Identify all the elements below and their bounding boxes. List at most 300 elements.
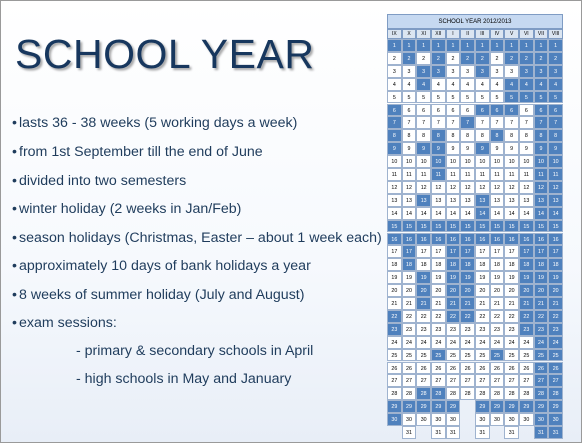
- calendar-day-cell: 3: [416, 65, 431, 78]
- calendar-day-cell: 18: [431, 258, 446, 271]
- calendar-day-cell: 4: [475, 78, 490, 91]
- calendar-day-cell: 11: [431, 168, 446, 181]
- calendar-day-cell: 23: [490, 323, 505, 336]
- calendar-day-cell: 12: [402, 181, 417, 194]
- calendar-day-cell: 3: [519, 65, 534, 78]
- sub-bullet-item: - primary & secondary schools in April: [76, 343, 314, 359]
- calendar-day-cell: 21: [460, 297, 475, 310]
- calendar-day-cell: 10: [519, 155, 534, 168]
- calendar-day-cell: 1: [402, 39, 417, 52]
- calendar-day-cell: 25: [387, 349, 402, 362]
- calendar-day-cell: 10: [490, 155, 505, 168]
- calendar-day-cell: 5: [460, 91, 475, 104]
- calendar-day-cell: 27: [402, 374, 417, 387]
- calendar-day-cell: 24: [416, 336, 431, 349]
- calendar-day-cell: 12: [460, 181, 475, 194]
- calendar-day-cell: 18: [504, 258, 519, 271]
- calendar-title: SCHOOL YEAR 2012/2013: [387, 14, 563, 29]
- calendar-day-cell: 31: [475, 426, 490, 439]
- calendar-day-cell: 24: [431, 336, 446, 349]
- calendar-day-cell: 12: [446, 181, 461, 194]
- calendar-day-cell: 1: [475, 39, 490, 52]
- calendar-day-cell: 4: [387, 78, 402, 91]
- calendar-day-cell: 30: [475, 413, 490, 426]
- bullet-dot-icon: •: [12, 315, 17, 331]
- calendar-day-cell: 19: [475, 271, 490, 284]
- calendar-day-cell: 9: [504, 142, 519, 155]
- calendar-day-cell: 21: [490, 297, 505, 310]
- calendar-day-cell: 16: [534, 233, 549, 246]
- calendar-day-cell: 14: [446, 207, 461, 220]
- calendar-day-cell: 13: [490, 194, 505, 207]
- calendar-day-cell: 19: [534, 271, 549, 284]
- calendar-day-cell: 6: [431, 104, 446, 117]
- calendar-day-cell: 26: [460, 362, 475, 375]
- calendar-day-cell: 9: [534, 142, 549, 155]
- calendar-day-cell: 23: [402, 323, 417, 336]
- calendar-day-cell: 20: [387, 284, 402, 297]
- bullet-dot-icon: •: [12, 230, 17, 246]
- calendar-day-cell: 16: [548, 233, 563, 246]
- calendar-day-cell: 16: [446, 233, 461, 246]
- calendar-day-cell: 25: [446, 349, 461, 362]
- calendar-day-cell: 7: [402, 116, 417, 129]
- calendar-day-cell: 16: [460, 233, 475, 246]
- calendar-day-cell: 6: [519, 104, 534, 117]
- calendar-day-cell: 12: [504, 181, 519, 194]
- calendar-day-cell: 14: [460, 207, 475, 220]
- calendar-day-cell: 28: [402, 387, 417, 400]
- calendar-day-cell: 29: [519, 400, 534, 413]
- calendar-day-cell: 10: [387, 155, 402, 168]
- calendar-month-header: [387, 29, 563, 39]
- calendar-day-cell: 29: [402, 400, 417, 413]
- calendar-day-cell: 25: [416, 349, 431, 362]
- calendar-day-cell: 16: [490, 233, 505, 246]
- calendar-month-xii: XII: [431, 29, 446, 39]
- calendar-day-cell: 18: [460, 258, 475, 271]
- calendar-day-cell: 8: [387, 129, 402, 142]
- calendar-day-cell: 20: [504, 284, 519, 297]
- calendar-day-cell: 15: [548, 220, 563, 233]
- calendar-day-cell: 2: [431, 52, 446, 65]
- calendar-day-cell: 9: [431, 142, 446, 155]
- calendar-day-cell: 7: [416, 116, 431, 129]
- calendar-day-cell: 9: [519, 142, 534, 155]
- calendar-day-cell: 14: [519, 207, 534, 220]
- calendar-day-cell: 4: [504, 78, 519, 91]
- calendar-day-cell: 18: [490, 258, 505, 271]
- calendar-month-iii: III: [475, 29, 490, 39]
- calendar-day-cell: 7: [460, 116, 475, 129]
- calendar-day-cell: 11: [504, 168, 519, 181]
- calendar-day-cell: 11: [387, 168, 402, 181]
- calendar-day-cell: 26: [402, 362, 417, 375]
- calendar-day-cell: 16: [431, 233, 446, 246]
- calendar-day-cell: 19: [519, 271, 534, 284]
- calendar-day-cell: 10: [446, 155, 461, 168]
- calendar-day-cell: 6: [446, 104, 461, 117]
- calendar-day-cell: 4: [460, 78, 475, 91]
- bullet-item: • lasts 36 - 38 weeks (5 working days a week): [12, 115, 298, 131]
- calendar-day-cell: 14: [534, 207, 549, 220]
- calendar-day-cell: 5: [431, 91, 446, 104]
- calendar-day-cell: 17: [460, 245, 475, 258]
- calendar-day-cell: 29: [387, 400, 402, 413]
- calendar-day-cell: 23: [446, 323, 461, 336]
- calendar-day-cell: 28: [548, 387, 563, 400]
- calendar-day-cell: 7: [504, 116, 519, 129]
- calendar-day-cell: 20: [475, 284, 490, 297]
- calendar-day-cell: 1: [534, 39, 549, 52]
- calendar-day-cell: 27: [387, 374, 402, 387]
- calendar-day-cell: 30: [548, 413, 563, 426]
- calendar-day-cell: 31: [402, 426, 417, 439]
- calendar-day-cell: 6: [504, 104, 519, 117]
- calendar-month-ix: IX: [387, 29, 402, 39]
- calendar-day-cell: 8: [460, 129, 475, 142]
- calendar-day-cell: 19: [490, 271, 505, 284]
- calendar-day-cell: 24: [504, 336, 519, 349]
- calendar-day-cell: 30: [431, 413, 446, 426]
- calendar-day-cell: 18: [519, 258, 534, 271]
- calendar-day-cell: 14: [475, 207, 490, 220]
- calendar-day-cell: 25: [534, 349, 549, 362]
- calendar-day-cell: 22: [431, 310, 446, 323]
- calendar-day-cell: 5: [534, 91, 549, 104]
- calendar-day-cell: 27: [548, 374, 563, 387]
- calendar-day-cell: 31: [446, 426, 461, 439]
- calendar-day-cell: 11: [490, 168, 505, 181]
- calendar-day-cell: 1: [460, 39, 475, 52]
- calendar-day-cell: 5: [402, 91, 417, 104]
- calendar-day-cell: 2: [475, 52, 490, 65]
- calendar-day-cell: 10: [548, 155, 563, 168]
- calendar-day-cell: 14: [387, 207, 402, 220]
- calendar-day-cell: 10: [534, 155, 549, 168]
- calendar-day-cell: 1: [416, 39, 431, 52]
- calendar-day-cell: 6: [534, 104, 549, 117]
- calendar-day-cell: 26: [446, 362, 461, 375]
- calendar-day-cell: 1: [446, 39, 461, 52]
- calendar-day-cell: 23: [460, 323, 475, 336]
- calendar-day-cell: 15: [387, 220, 402, 233]
- calendar-day-cell: 24: [475, 336, 490, 349]
- calendar-day-cell: 25: [504, 349, 519, 362]
- calendar-day-cell: 7: [490, 116, 505, 129]
- calendar-day-cell: 8: [446, 129, 461, 142]
- calendar-day-cell: 14: [490, 207, 505, 220]
- calendar-day-cell: 18: [416, 258, 431, 271]
- calendar-day-cell: 13: [416, 194, 431, 207]
- calendar-day-cell: 1: [519, 39, 534, 52]
- calendar-day-cell: 15: [446, 220, 461, 233]
- calendar-day-cell: 24: [402, 336, 417, 349]
- calendar-day-cell: 8: [504, 129, 519, 142]
- calendar-day-cell: 3: [431, 65, 446, 78]
- calendar-day-cell: 9: [548, 142, 563, 155]
- calendar-day-cell: 26: [504, 362, 519, 375]
- calendar-day-cell: 13: [402, 194, 417, 207]
- calendar-day-cell: 29: [534, 400, 549, 413]
- calendar-day-cell: 6: [416, 104, 431, 117]
- calendar-day-cell: 15: [534, 220, 549, 233]
- bullet-dot-icon: •: [12, 258, 17, 274]
- calendar-day-cell: 15: [460, 220, 475, 233]
- calendar-day-cell: 11: [446, 168, 461, 181]
- calendar-day-cell: 14: [548, 207, 563, 220]
- calendar-day-cell: 22: [534, 310, 549, 323]
- calendar-day-cell: 22: [402, 310, 417, 323]
- calendar-day-cell: 11: [534, 168, 549, 181]
- calendar-day-cell: 27: [446, 374, 461, 387]
- calendar-month-x: X: [402, 29, 417, 39]
- calendar-day-cell: 15: [431, 220, 446, 233]
- calendar-day-cell: 6: [548, 104, 563, 117]
- calendar-grid: [387, 39, 563, 439]
- calendar-day-cell: 5: [504, 91, 519, 104]
- calendar-day-cell: 16: [504, 233, 519, 246]
- calendar-day-cell: 20: [490, 284, 505, 297]
- calendar-day-cell: 15: [475, 220, 490, 233]
- calendar-day-cell: 18: [387, 258, 402, 271]
- calendar-day-cell: 2: [416, 52, 431, 65]
- calendar-day-cell: 8: [519, 129, 534, 142]
- calendar-day-cell: 8: [548, 129, 563, 142]
- calendar-day-cell: 12: [519, 181, 534, 194]
- calendar-day-cell: 26: [534, 362, 549, 375]
- calendar-day-cell: 27: [519, 374, 534, 387]
- calendar-day-cell: 28: [534, 387, 549, 400]
- calendar-day-cell: 1: [387, 39, 402, 52]
- calendar-month-i: I: [446, 29, 461, 39]
- calendar-day-cell: 28: [519, 387, 534, 400]
- calendar-day-cell: 23: [387, 323, 402, 336]
- calendar-day-cell: 4: [431, 78, 446, 91]
- calendar-day-cell: 12: [490, 181, 505, 194]
- calendar-day-cell: 8: [534, 129, 549, 142]
- calendar-day-cell: 30: [534, 413, 549, 426]
- calendar-day-cell: 26: [431, 362, 446, 375]
- calendar-day-cell: 10: [475, 155, 490, 168]
- calendar-day-cell: 31: [504, 426, 519, 439]
- calendar-day-cell: 24: [534, 336, 549, 349]
- calendar-day-cell: 29: [416, 400, 431, 413]
- calendar-day-cell: 2: [548, 52, 563, 65]
- calendar-day-cell: 7: [534, 116, 549, 129]
- calendar-day-cell: 26: [416, 362, 431, 375]
- calendar-day-cell: 5: [387, 91, 402, 104]
- calendar-day-cell: 31: [548, 426, 563, 439]
- calendar-day-cell: 22: [446, 310, 461, 323]
- calendar-day-cell: 12: [431, 181, 446, 194]
- calendar-day-cell: 10: [416, 155, 431, 168]
- calendar-day-cell: 24: [446, 336, 461, 349]
- calendar-day-cell: 24: [490, 336, 505, 349]
- calendar-month-xi: XI: [416, 29, 431, 39]
- calendar-day-cell: 16: [519, 233, 534, 246]
- calendar-day-cell: 8: [475, 129, 490, 142]
- calendar-day-cell: 24: [387, 336, 402, 349]
- bullet-item: • divided into two semesters: [12, 173, 187, 189]
- calendar-day-cell: 3: [475, 65, 490, 78]
- calendar-day-cell: 19: [504, 271, 519, 284]
- calendar-day-cell: 29: [490, 400, 505, 413]
- calendar-day-cell: 2: [460, 52, 475, 65]
- calendar-day-cell: 7: [387, 116, 402, 129]
- calendar-day-cell: 29: [504, 400, 519, 413]
- calendar-day-cell: 15: [416, 220, 431, 233]
- calendar-day-cell: 5: [490, 91, 505, 104]
- calendar-day-cell: 22: [387, 310, 402, 323]
- calendar-day-cell: 5: [446, 91, 461, 104]
- calendar-day-cell: 20: [534, 284, 549, 297]
- calendar-day-cell: 3: [402, 65, 417, 78]
- calendar-day-cell: 9: [416, 142, 431, 155]
- calendar-day-cell: 3: [504, 65, 519, 78]
- bullet-dot-icon: •: [12, 201, 17, 217]
- calendar-day-cell: 29: [431, 400, 446, 413]
- calendar-day-cell: 2: [519, 52, 534, 65]
- calendar-day-cell: 18: [402, 258, 417, 271]
- calendar-day-cell: 6: [402, 104, 417, 117]
- calendar-day-cell: 20: [446, 284, 461, 297]
- calendar-day-cell: 11: [402, 168, 417, 181]
- calendar-day-cell: 15: [402, 220, 417, 233]
- calendar-day-cell: 25: [431, 349, 446, 362]
- calendar-day-cell: 23: [416, 323, 431, 336]
- calendar-day-cell: 6: [387, 104, 402, 117]
- bullet-dot-icon: •: [12, 287, 17, 303]
- calendar-month-vi: VI: [519, 29, 534, 39]
- calendar-day-cell: 21: [416, 297, 431, 310]
- bullet-dot-icon: •: [12, 144, 17, 160]
- calendar-day-cell: 26: [548, 362, 563, 375]
- calendar-day-cell: 4: [416, 78, 431, 91]
- calendar-day-cell: 10: [460, 155, 475, 168]
- calendar-day-cell: 26: [475, 362, 490, 375]
- calendar-day-cell: 12: [548, 181, 563, 194]
- calendar-day-cell: 13: [446, 194, 461, 207]
- calendar-day-cell: 11: [475, 168, 490, 181]
- calendar-day-cell: 21: [548, 297, 563, 310]
- calendar-day-cell: 13: [519, 194, 534, 207]
- calendar-month-v: V: [504, 29, 519, 39]
- calendar-day-cell: 27: [475, 374, 490, 387]
- calendar-day-cell: 9: [460, 142, 475, 155]
- calendar-day-cell: 20: [460, 284, 475, 297]
- calendar-day-cell: 27: [504, 374, 519, 387]
- calendar-day-cell: 28: [446, 387, 461, 400]
- calendar-day-cell: 25: [548, 349, 563, 362]
- calendar-day-cell: 15: [490, 220, 505, 233]
- calendar-day-cell: 10: [402, 155, 417, 168]
- calendar-day-cell: 14: [504, 207, 519, 220]
- calendar-day-cell: 24: [548, 336, 563, 349]
- calendar-day-cell: 25: [490, 349, 505, 362]
- calendar-day-cell: 17: [402, 245, 417, 258]
- calendar-day-cell: 16: [402, 233, 417, 246]
- calendar-day-cell: 1: [431, 39, 446, 52]
- calendar-day-cell: 3: [460, 65, 475, 78]
- calendar-day-cell: 28: [475, 387, 490, 400]
- calendar-day-cell: 20: [431, 284, 446, 297]
- calendar-day-cell: 23: [431, 323, 446, 336]
- calendar-day-cell: 4: [446, 78, 461, 91]
- calendar-day-cell: 30: [490, 413, 505, 426]
- calendar-day-cell: 3: [548, 65, 563, 78]
- calendar-month-iv: IV: [490, 29, 505, 39]
- calendar-day-cell: 18: [475, 258, 490, 271]
- calendar-day-cell: 17: [416, 245, 431, 258]
- calendar-day-cell: 21: [446, 297, 461, 310]
- calendar-day-cell: 9: [490, 142, 505, 155]
- calendar-month-viii: VIII: [548, 29, 563, 39]
- calendar-day-cell: 17: [446, 245, 461, 258]
- bullet-dot-icon: •: [12, 173, 17, 189]
- calendar-day-cell: 31: [431, 426, 446, 439]
- calendar-day-cell: 27: [431, 374, 446, 387]
- calendar-day-cell: 13: [475, 194, 490, 207]
- calendar-day-cell: 20: [402, 284, 417, 297]
- bullet-item: • from 1st September till the end of June: [12, 144, 263, 160]
- calendar-day-cell: 15: [519, 220, 534, 233]
- calendar-day-cell: 12: [475, 181, 490, 194]
- calendar-day-cell: 20: [548, 284, 563, 297]
- calendar-day-cell: 22: [460, 310, 475, 323]
- calendar-day-cell: 22: [504, 310, 519, 323]
- calendar-day-cell: 7: [431, 116, 446, 129]
- calendar-day-cell: 28: [416, 387, 431, 400]
- calendar-day-cell: 17: [534, 245, 549, 258]
- calendar-day-cell: 17: [504, 245, 519, 258]
- calendar-day-cell: 7: [446, 116, 461, 129]
- calendar-day-cell: 10: [431, 155, 446, 168]
- calendar-day-cell: 12: [387, 181, 402, 194]
- calendar-day-cell: 5: [416, 91, 431, 104]
- calendar-day-cell: 7: [519, 116, 534, 129]
- calendar-day-cell: 2: [402, 52, 417, 65]
- calendar-day-cell: 4: [534, 78, 549, 91]
- calendar-day-cell: 29: [548, 400, 563, 413]
- calendar-day-cell: 23: [475, 323, 490, 336]
- calendar-day-cell: 16: [416, 233, 431, 246]
- calendar-day-cell: 26: [387, 362, 402, 375]
- calendar-day-cell: 3: [490, 65, 505, 78]
- calendar-day-cell: 26: [490, 362, 505, 375]
- calendar-day-cell: 8: [490, 129, 505, 142]
- calendar-day-cell: 24: [519, 336, 534, 349]
- calendar-day-cell: 9: [475, 142, 490, 155]
- calendar-day-cell: 21: [475, 297, 490, 310]
- calendar-day-cell: 22: [416, 310, 431, 323]
- calendar-day-cell: 19: [446, 271, 461, 284]
- calendar-day-cell: 1: [504, 39, 519, 52]
- calendar-day-cell: 15: [504, 220, 519, 233]
- calendar-day-cell: 13: [387, 194, 402, 207]
- calendar-day-cell: 30: [387, 413, 402, 426]
- calendar-day-cell: 2: [387, 52, 402, 65]
- calendar-day-cell: 17: [387, 245, 402, 258]
- calendar-day-cell: 20: [416, 284, 431, 297]
- calendar-day-cell: 27: [534, 374, 549, 387]
- calendar-day-cell: 5: [548, 91, 563, 104]
- bullet-item: • winter holiday (2 weeks in Jan/Feb): [12, 201, 242, 217]
- calendar-day-cell: 28: [431, 387, 446, 400]
- calendar-day-cell: 1: [490, 39, 505, 52]
- calendar-day-cell: 19: [431, 271, 446, 284]
- calendar-day-cell: 28: [490, 387, 505, 400]
